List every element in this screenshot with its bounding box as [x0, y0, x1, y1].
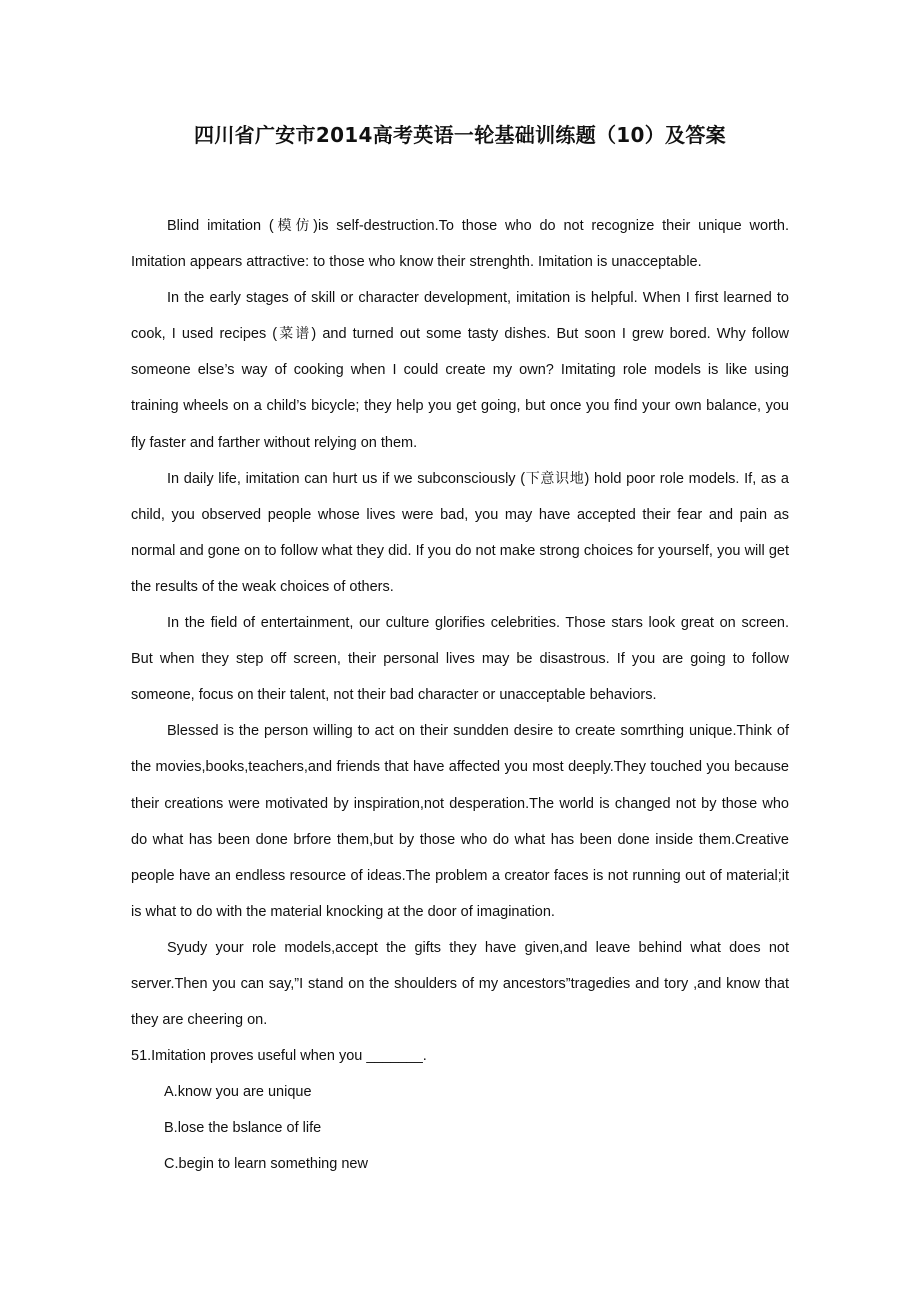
chinese-gloss: 菜谱	[277, 326, 312, 343]
chinese-gloss: 模仿	[273, 218, 314, 234]
answer-option-b: B.lose the bslance of life	[164, 1120, 322, 1137]
question-stem: 51.Imitation proves useful when you _______.	[131, 1048, 427, 1065]
answer-option-c: C.begin to learn something new	[164, 1156, 368, 1173]
paragraph-5: Blessed is the person willing to act on their sundden desire to create somrthing unique.Think of the movies,books,teachers,and friends that have affected you most deeply.They touched you because their creations were motivated by inspiration,not desperation.The world is changed not by those who do what has been done brfore them,but by those who do what has been done inside them.Creative people have an endless resource of ideas.The problem a creator faces is not running out of material;it is what to do with the material knocking at the door of imagination.	[131, 723, 789, 920]
paragraph-1: Blind imitation (模仿)is self-destruction.To those who do not recognize their unique worth. Imitation appears attractive: to those who know their strenghth. Imitation is unacceptable.	[131, 218, 790, 271]
paragraph-6: Syudy your role models,accept the gifts they have given,and leave behind what does not server.Then you can say,”I stand on the shoulders of my ancestors”tragedies and tory ,and know that they are cheering on.	[131, 939, 789, 1029]
answer-option-a: A.know you are unique	[164, 1084, 312, 1101]
document-body	[131, 208, 789, 1183]
document-title: 四川省广安市2014高考英语一轮基础训练题（10）及答案	[194, 123, 726, 147]
chinese-gloss: 下意识地	[525, 470, 585, 487]
paragraph-4: In the field of entertainment, our culture glorifies celebrities. Those stars look great on screen. But when they step off screen, their personal lives may be disastrous. If you are going to follow someone, focus on their talent, not their bad character or unacceptable behaviors.	[131, 615, 789, 704]
paragraph-2: In the early stages of skill or character development, imitation is helpful. When I first learned to cook, I used recipes (菜谱) and turned out some tasty dishes. But soon I grew bored. Why follow someone else’s way of cooking when I could create my own? Imitating role models is like using training wheels on a child’s bicycle; they help you get going, but once you find your own balance, you fly faster and farther without relying on them.	[131, 290, 789, 451]
paragraph-3: In daily life, imitation can hurt us if we subconsciously (下意识地) hold poor role models. If, as a child, you observed people whose lives were bad, you may have accepted their fear and pain as normal and gone on to follow what they did. If you do not make strong choices for yourself, you will get the results of the weak choices of others.	[131, 470, 789, 595]
